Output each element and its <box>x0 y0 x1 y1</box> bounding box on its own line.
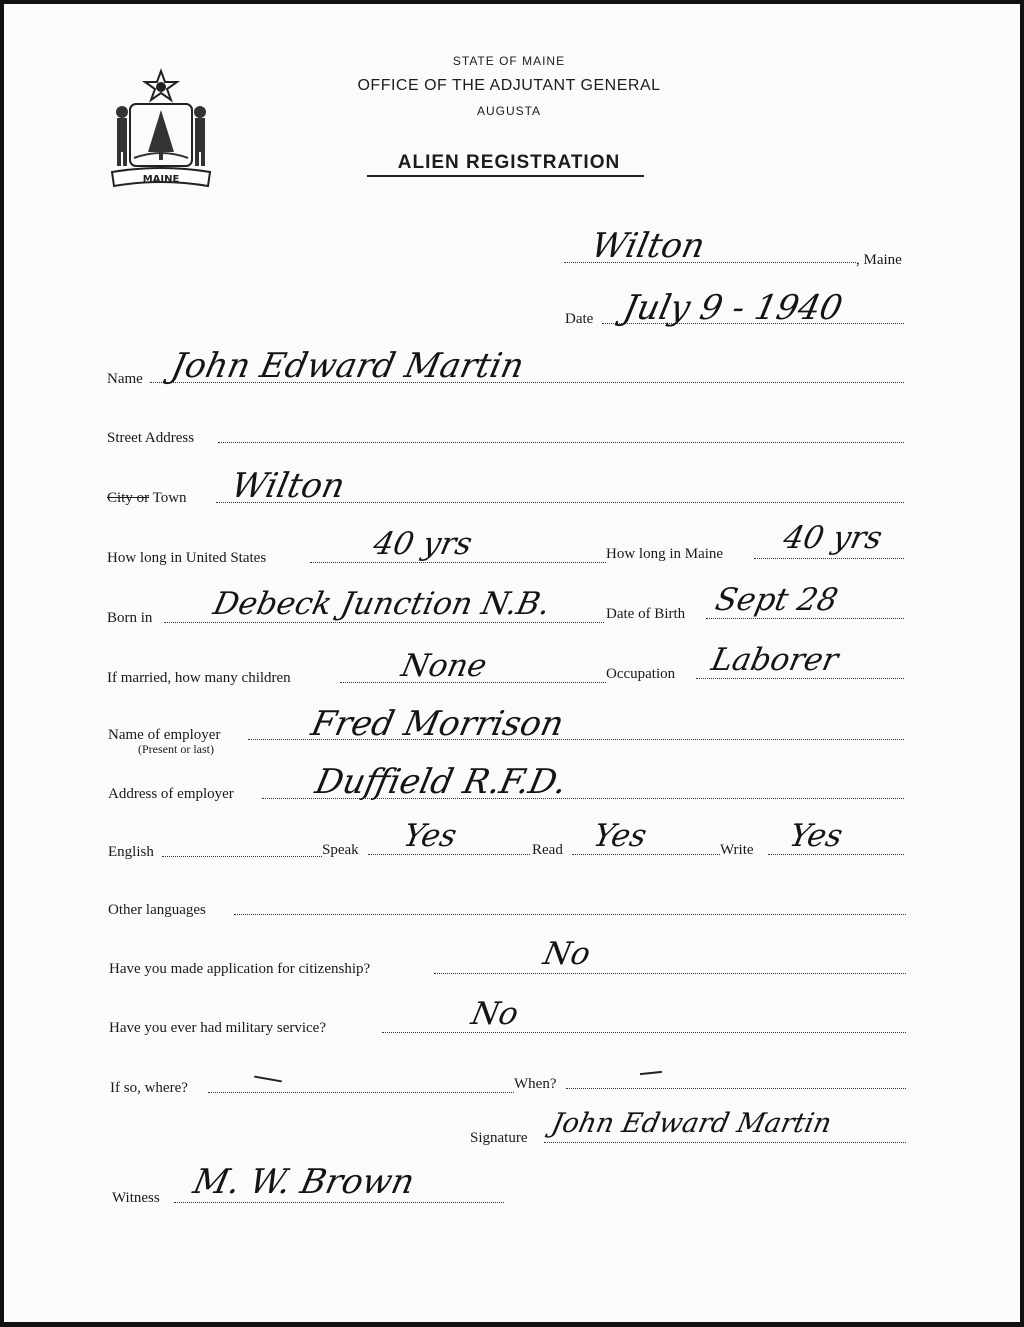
town-label <box>107 490 187 507</box>
born-line <box>164 622 604 623</box>
speak-line <box>368 854 530 855</box>
children-value: None <box>398 648 490 684</box>
form-title: ALIEN REGISTRATION <box>397 152 621 173</box>
dob-label: Date of Birth <box>606 606 686 622</box>
dob-line <box>706 618 904 619</box>
citizenship-label: Have you made application for citizenship? <box>109 961 371 977</box>
town-value: Wilton <box>227 466 349 506</box>
write-label: Write <box>720 842 754 858</box>
where-label: If so, where? <box>110 1080 188 1096</box>
english-line <box>162 856 322 857</box>
maine-duration-line <box>754 558 904 559</box>
other-languages-label: Other languages <box>108 902 206 918</box>
write-value: Yes <box>786 818 846 854</box>
when-label: When? <box>514 1076 557 1092</box>
date-value: July 9 - 1940 <box>619 288 846 328</box>
when-dash <box>640 1071 662 1075</box>
maine-duration-label: How long in Maine <box>606 546 724 562</box>
employer-value: Fred Morrison <box>307 704 568 744</box>
speak-label: Speak <box>322 842 359 858</box>
emp-address-label: Address of employer <box>108 786 234 802</box>
military-line <box>382 1032 906 1033</box>
signature-line <box>544 1142 906 1143</box>
name-label: Name <box>107 371 143 387</box>
occupation-line <box>696 678 904 679</box>
military-value: No <box>468 996 522 1032</box>
date-label: Date <box>565 311 594 327</box>
occupation-label: Occupation <box>606 666 676 682</box>
when-line <box>566 1088 906 1089</box>
maine-duration-value: 40 yrs <box>780 520 886 556</box>
signature-value: John Edward Martin <box>548 1108 835 1139</box>
read-line <box>572 854 720 855</box>
us-line <box>310 562 606 563</box>
city-heading: AUGUSTA <box>476 104 542 118</box>
where-line <box>208 1092 514 1093</box>
location-value: Wilton <box>587 226 709 266</box>
born-value: Debeck Junction N.B. <box>210 586 554 622</box>
employer-sublabel: (Present or last) <box>138 742 214 756</box>
english-label: English <box>108 844 154 860</box>
children-label: If married, how many children <box>107 670 291 686</box>
town-label-struck: City or <box>107 490 150 506</box>
read-value: Yes <box>590 818 650 854</box>
maine-label: , Maine <box>856 252 902 268</box>
emp-address-value: Duffield R.F.D. <box>311 762 571 802</box>
speak-value: Yes <box>400 818 460 854</box>
citizenship-line <box>434 973 906 974</box>
read-label: Read <box>532 842 563 858</box>
citizenship-value: No <box>540 936 594 972</box>
name-value: John Edward Martin <box>167 346 528 386</box>
registration-form <box>4 4 1020 1322</box>
occupation-value: Laborer <box>708 642 842 678</box>
born-label: Born in <box>107 610 153 626</box>
us-label: How long in United States <box>107 550 267 566</box>
state-heading: STATE OF MAINE <box>452 54 566 68</box>
maine-state-seal-icon <box>108 68 214 192</box>
us-value: 40 yrs <box>370 526 476 562</box>
signature-label: Signature <box>470 1130 528 1146</box>
military-label: Have you ever had military service? <box>109 1020 326 1036</box>
town-label-text: Town <box>152 490 187 506</box>
office-heading: OFFICE OF THE ADJUTANT GENERAL <box>357 77 661 94</box>
witness-line <box>174 1202 504 1203</box>
write-line <box>768 854 904 855</box>
street-line <box>218 442 904 443</box>
where-dash <box>254 1076 282 1083</box>
street-label: Street Address <box>107 430 195 446</box>
employer-label: Name of employer <box>108 727 221 743</box>
dob-value: Sept 28 <box>712 582 842 618</box>
title-underline <box>367 175 644 177</box>
seal-lettering: MAINE <box>142 174 180 185</box>
witness-label: Witness <box>112 1190 160 1206</box>
witness-value: M. W. Brown <box>189 1162 419 1202</box>
other-languages-line <box>234 914 906 915</box>
